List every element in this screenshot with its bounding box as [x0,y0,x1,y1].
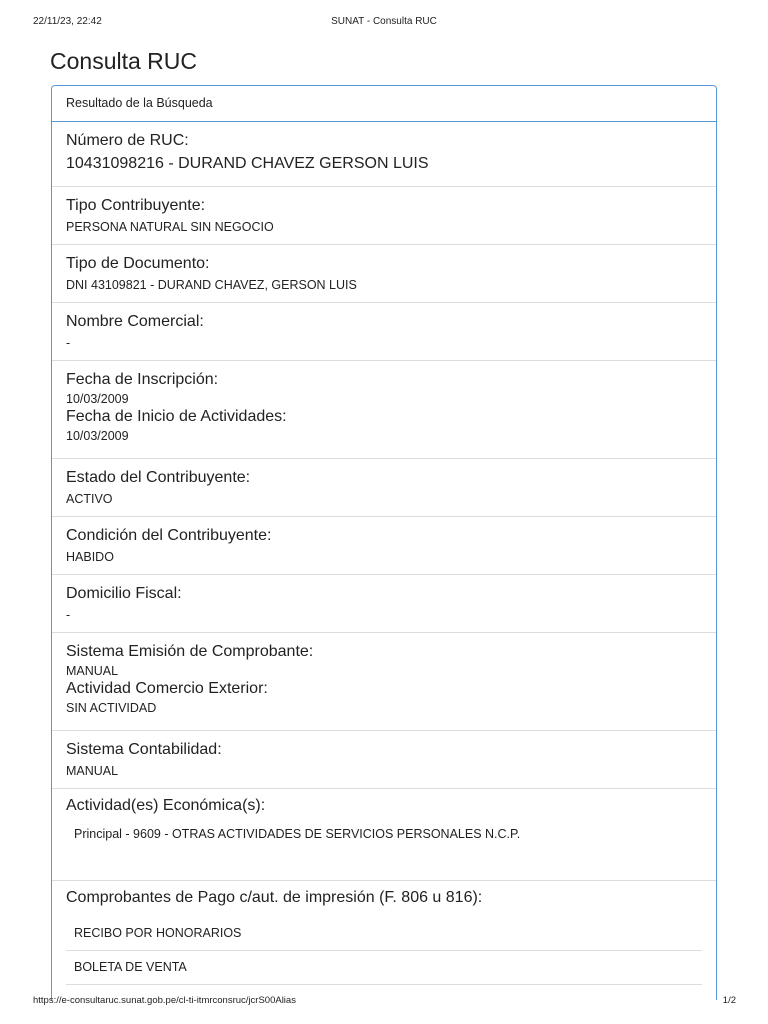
estado-value: ACTIVO [66,492,113,506]
estado-row [52,459,716,517]
fecha-inscripcion-value: 10/03/2009 [66,392,129,406]
contabilidad-label: Sistema Contabilidad: [66,741,222,758]
comprobantes-list [66,917,702,985]
comprobantes-label: Comprobantes de Pago c/aut. de impresión (F. 806 u 816): [66,889,483,906]
sistemas-row [52,633,716,731]
nombre-comercial-label: Nombre Comercial: [66,313,204,330]
condicion-label: Condición del Contribuyente: [66,527,272,544]
comprobantes-row [52,881,716,1000]
actividades-row [52,789,716,881]
tipo-documento-value: DNI 43109821 - DURAND CHAVEZ, GERSON LUIS [66,278,357,292]
fecha-inicio-value: 10/03/2009 [66,429,129,443]
sistema-emision-value: MANUAL [66,664,119,678]
print-url: https://e-consultaruc.sunat.gob.pe/cl-ti-itmrconsruc/jcrS00Alias [33,995,296,1006]
tipo-documento-label: Tipo de Documento: [66,255,210,272]
print-document-title: SUNAT - Consulta RUC [331,16,437,27]
result-panel [51,85,717,1000]
nombre-comercial-row [52,303,716,361]
nombre-comercial-value: - [66,336,71,350]
estado-label: Estado del Contribuyente: [66,469,251,486]
print-header [0,0,768,40]
ruc-label: Número de RUC: [66,132,189,149]
actividades-label: Actividad(es) Económica(s): [66,797,266,814]
comercio-exterior-label: Actividad Comercio Exterior: [66,680,268,697]
domicilio-value: - [66,608,71,622]
comercio-exterior-value: SIN ACTIVIDAD [66,701,157,715]
ruc-value: 10431098216 - DURAND CHAVEZ GERSON LUIS [66,155,429,172]
ruc-row [52,122,716,187]
fechas-row [52,361,716,459]
condicion-value: HABIDO [66,550,114,564]
actividad-item: Principal - 9609 - OTRAS ACTIVIDADES DE SERVICIOS PERSONALES N.C.P. [74,827,521,841]
print-footer [0,995,768,1009]
domicilio-label: Domicilio Fiscal: [66,585,182,602]
condicion-row [52,517,716,575]
tipo-contribuyente-row [52,187,716,245]
tipo-contribuyente-value: PERSONA NATURAL SIN NEGOCIO [66,220,274,234]
fecha-inicio-label: Fecha de Inicio de Actividades: [66,408,287,425]
sistema-emision-label: Sistema Emisión de Comprobante: [66,643,314,660]
list-item: BOLETA DE VENTA [66,951,702,985]
list-item: RECIBO POR HONORARIOS [66,917,702,951]
print-datetime: 22/11/23, 22:42 [33,16,102,27]
fecha-inscripcion-label: Fecha de Inscripción: [66,371,219,388]
contabilidad-row [52,731,716,789]
tipo-contribuyente-label: Tipo Contribuyente: [66,197,206,214]
page-number: 1/2 [722,995,736,1006]
panel-heading: Resultado de la Búsqueda [52,86,716,122]
page-title: Consulta RUC [50,48,197,74]
domicilio-row [52,575,716,633]
contabilidad-value: MANUAL [66,764,119,778]
tipo-documento-row [52,245,716,303]
